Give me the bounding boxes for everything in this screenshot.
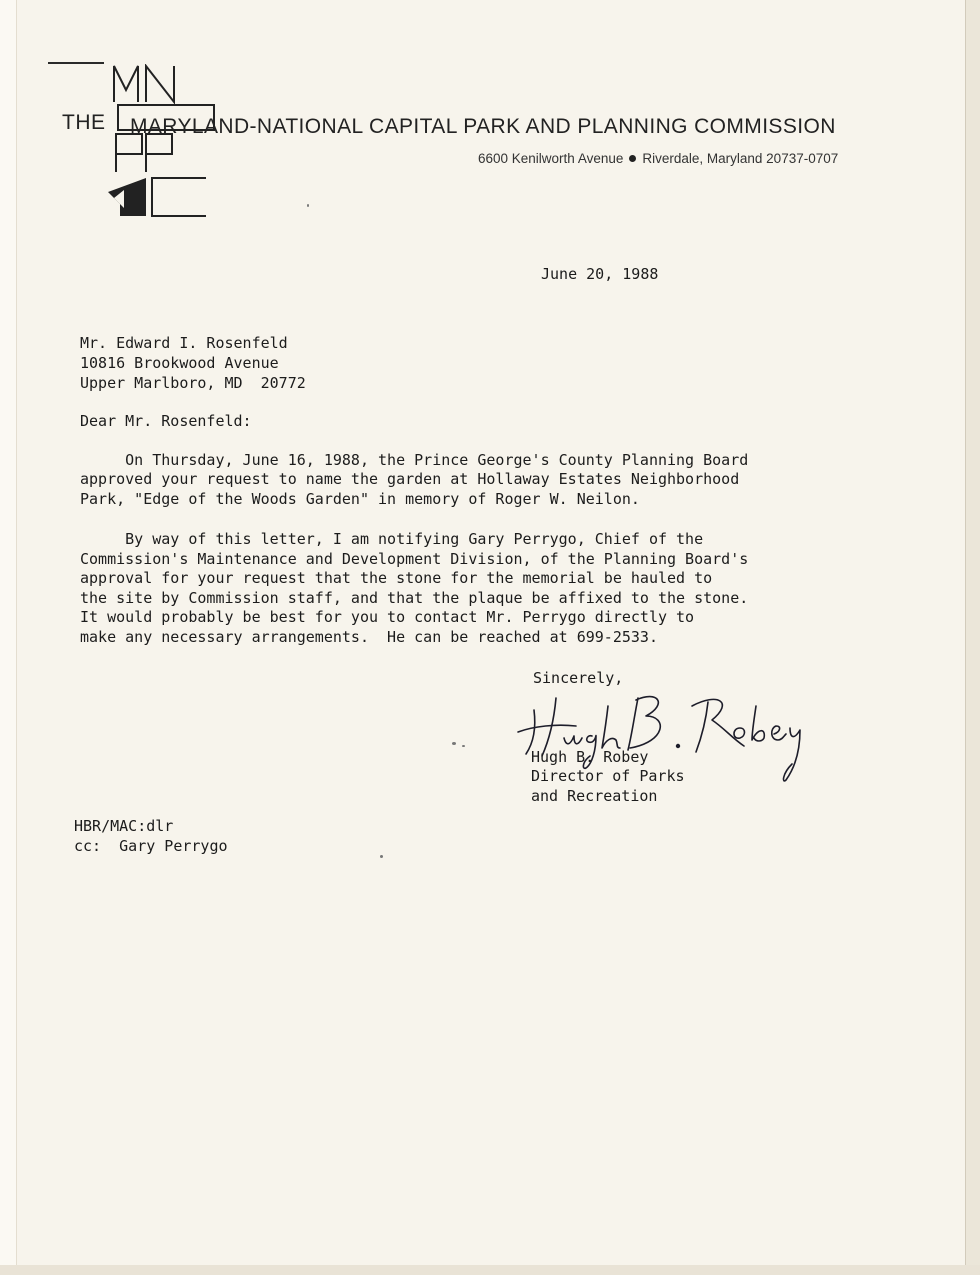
bullet-icon — [629, 155, 636, 162]
signer-name: Hugh B. Robey — [531, 748, 649, 766]
letter-date: June 20, 1988 — [541, 265, 659, 283]
signer-title-line: Director of Parks — [531, 767, 685, 785]
salutation: Dear Mr. Rosenfeld: — [80, 412, 252, 430]
paper-speck — [452, 742, 456, 745]
closing: Sincerely, — [533, 669, 624, 687]
address-street: 6600 Kenilworth Avenue — [478, 151, 624, 166]
mnppc-logo-icon — [106, 64, 216, 220]
paragraph-2-line: make any necessary arrangements. He can be reached at 699-2533. — [80, 628, 658, 646]
recipient-line: 10816 Brookwood Avenue — [80, 354, 279, 372]
paper-speck — [307, 204, 309, 207]
signer-title-line: and Recreation — [531, 787, 658, 805]
paragraph-2-line: Commission's Maintenance and Development Division, of the Planning Board's — [80, 550, 749, 568]
paragraph-2-line: the site by Commission staff, and that the plaque be affixed to the stone. — [80, 589, 749, 607]
paragraph-1-line: Park, "Edge of the Woods Garden" in memory of Roger W. Neilon. — [80, 490, 640, 508]
letterhead-rule — [48, 62, 104, 64]
paragraph-2-line: approval for your request that the stone for the memorial be hauled to — [80, 569, 713, 587]
address-city: Riverdale, Maryland 20737-0707 — [642, 151, 839, 166]
paper-edge-bottom — [0, 1265, 980, 1275]
recipient-line: Mr. Edward I. Rosenfeld — [80, 334, 288, 352]
paragraph-2-line: By way of this letter, I am notifying Gary Perrygo, Chief of the — [80, 530, 704, 548]
paragraph-2-line: It would probably be best for you to contact Mr. Perrygo directly to — [80, 608, 695, 626]
recipient-line: Upper Marlboro, MD 20772 — [80, 374, 306, 392]
paragraph-1-line: On Thursday, June 16, 1988, the Prince George's County Planning Board — [80, 451, 749, 469]
paper-edge-right — [965, 0, 980, 1275]
reference-initials: HBR/MAC:dlr — [74, 817, 174, 835]
cc-line: cc: Gary Perrygo — [74, 837, 228, 855]
organization-name: MARYLAND-NATIONAL CAPITAL PARK AND PLANNING COMMISSION — [130, 115, 836, 138]
paragraph-1-line: approved your request to name the garden at Hollaway Estates Neighborhood — [80, 470, 740, 488]
letterhead-the: THE — [62, 111, 106, 134]
paper-speck — [380, 855, 383, 858]
paper-speck — [462, 745, 465, 747]
paper-edge-left — [0, 0, 17, 1275]
letterhead-address — [478, 151, 838, 166]
